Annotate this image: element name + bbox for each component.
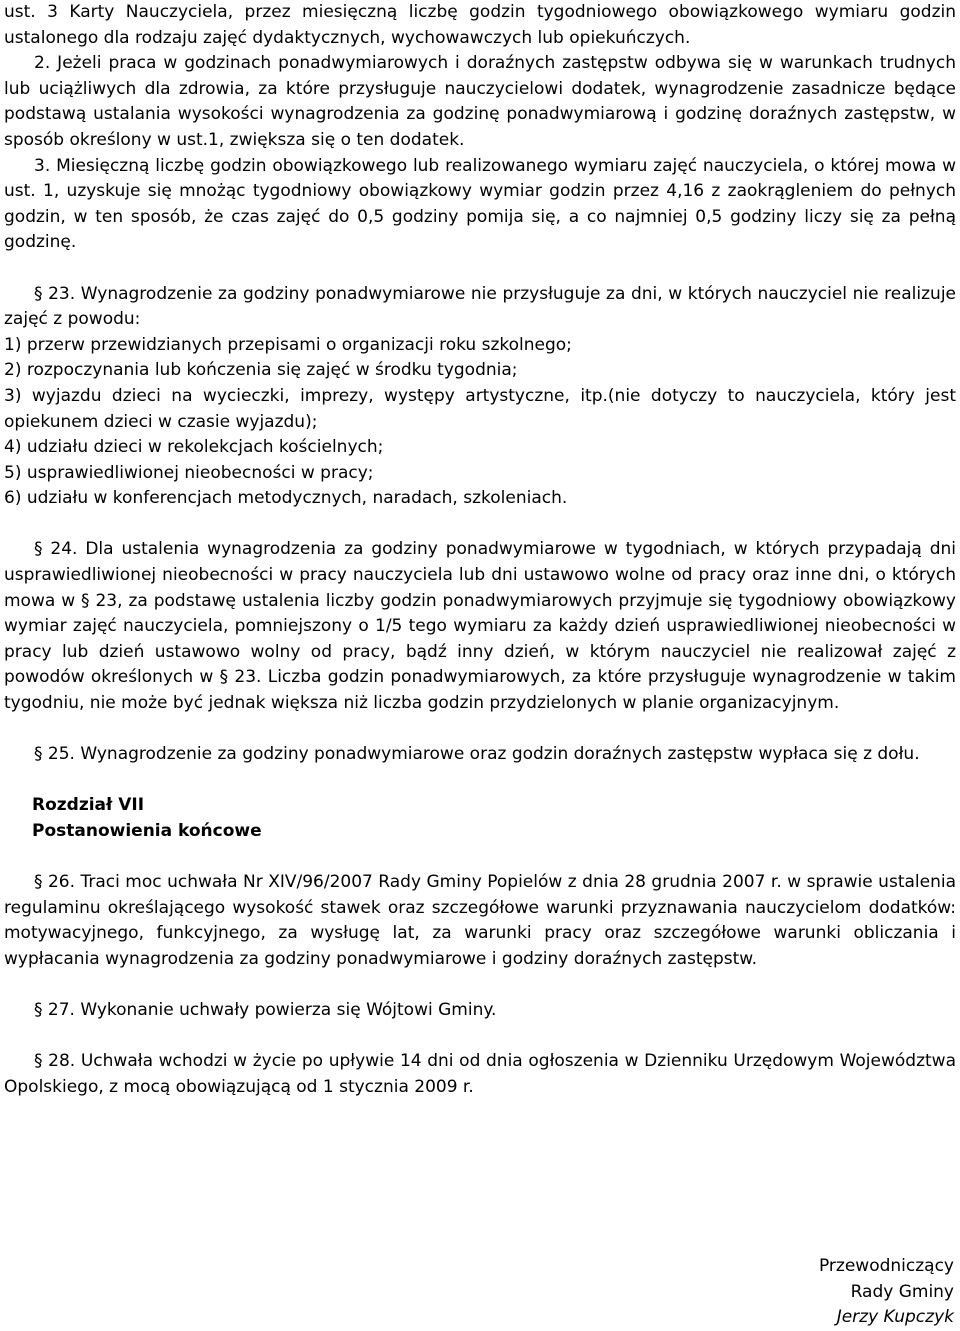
paragraph-intro-continuation: ust. 3 Karty Nauczyciela, przez miesięczną liczbę godzin tygodniowego obowiązkowego wymiaru godzin ustalonego dla rodzaju zajęć dydaktycznych, wychowawczych lub opiekuńczych. xyxy=(4,2,956,48)
spacer xyxy=(4,717,956,743)
signature-name: Jerzy Kupczyk xyxy=(836,1307,954,1328)
paragraph-section-27: § 27. Wykonanie uchwały powierza się Wójtowi Gminy. xyxy=(34,1000,497,1021)
paragraph-point-2: 2. Jeżeli praca w godzinach ponadwymiarowych i doraźnych zastępstw odbywa się w warunkach trudnych lub uciążliwych dla zdrowia, za które przysługuje nauczycielowi dodatek, wynagrodzenie zasadnicze będące podstawą ustalania wysokości wynagrodzenia za godzinę ponadwymiarową i godzinę doraźnych zastępstw, w sposób określony w ust.1, zwiększa się o ten dodatek. xyxy=(4,53,956,150)
list-section-23 xyxy=(4,333,956,512)
paragraph-section-28: § 28. Uchwała wchodzi w życie po upływie 14 dni od dnia ogłoszenia w Dzienniku Urzędowym Województwa Opolskiego, z mocą obowiązującą od 1 stycznia 2009 r. xyxy=(4,1051,956,1097)
chapter-subtitle: Postanowienia końcowe xyxy=(32,821,262,841)
paragraph-section-24: § 24. Dla ustalenia wynagrodzenia za godziny ponadwymiarowe w tygodniach, w których przypadają dni usprawiedliwionej nieobecności w pracy nauczyciela lub dni ustawowo wolne od pracy oraz inne dni, o których mowa w § 23, za podstawę ustalenia liczby godzin ponadwymiarowych przyjmuje się tygodniowy obowiązkowy wymiar zajęć nauczyciela, pomniejszony o 1/5 tego wymiaru za każdy dzień usprawiedliwionej nieobecności w pracy lub dzień ustawowo wolny od pracy, bądź inny dzień, w którym nauczyciel nie realizował zajęć z powodów określonych w § 23. Liczba godzin ponadwymiarowych, za które przysługuje wynagrodzenie w takim tygodniu, nie może być jednak większa niż liczba godzin przydzielonych w planie organizacyjnym. xyxy=(4,539,956,714)
paragraph-section-23: § 23. Wynagrodzenie za godziny ponadwymiarowe nie przysługuje za dni, w których nauczyciel nie realizuje zajęć z powodu: xyxy=(4,283,956,330)
signature-role: Przewodniczący xyxy=(818,1256,954,1276)
paragraph-point-3: 3. Miesięczną liczbę godzin obowiązkowego lub realizowanego wymiaru zajęć nauczyciela, o której mowa w ust. 1, uzyskuje się mnożąc tygodniowy obowiązkowy wymiar godzin przez 4,16 z zaokrągleniem do pełnych godzin, w ten sposób, że czas zajęć do 0,5 godziny pomija się, a co najmniej 0,5 godziny liczy się za pełną godzinę. xyxy=(4,155,956,253)
list-item: 5) usprawiedliwionej nieobecności w pracy; xyxy=(4,462,374,483)
spacer xyxy=(4,512,956,538)
chapter-title: Rozdział VII xyxy=(32,795,145,816)
spacer xyxy=(4,973,956,999)
spacer xyxy=(4,1024,956,1050)
spacer xyxy=(4,768,956,794)
list-item: 1) przerw przewidzianych przepisami o organizacji roku szkolnego; xyxy=(4,334,572,355)
list-item: 2) rozpoczynania lub kończenia się zajęć w środku tygodnia; xyxy=(4,360,518,381)
paragraph-section-25: § 25. Wynagrodzenie za godziny ponadwymiarowe oraz godzin doraźnych zastępstw wypłaca się z dołu. xyxy=(34,744,920,765)
document-body xyxy=(4,0,956,1101)
spacer xyxy=(4,256,956,282)
spacer xyxy=(4,845,956,871)
paragraph-section-26: § 26. Traci moc uchwała Nr XIV/96/2007 Rady Gminy Popielów z dnia 28 grudnia 2007 r. w sprawie ustalenia regulaminu określającego wysokość stawek oraz szczegółowe warunki przyznawania nauczycielom dodatków: motywacyjnego, funkcyjnego, za wysługę lat, za warunki pracy oraz szczegółowe warunki obliczania i wypłacania wynagrodzenia za godziny ponadwymiarowe i godziny doraźnych zastępstw. xyxy=(4,872,956,969)
list-item: 3) wyjazdu dzieci na wycieczki, imprezy, występy artystyczne, itp.(nie dotyczy to nauczyciela, który jest opiekunem dzieci w czasie wyjazdu); xyxy=(4,385,956,432)
signature-body: Rady Gminy xyxy=(850,1281,954,1302)
signature-block xyxy=(819,1254,954,1331)
list-item: 6) udziału w konferencjach metodycznych, naradach, szkoleniach. xyxy=(4,488,568,509)
list-item: 4) udziału dzieci w rekolekcjach kościelnych; xyxy=(4,437,384,458)
